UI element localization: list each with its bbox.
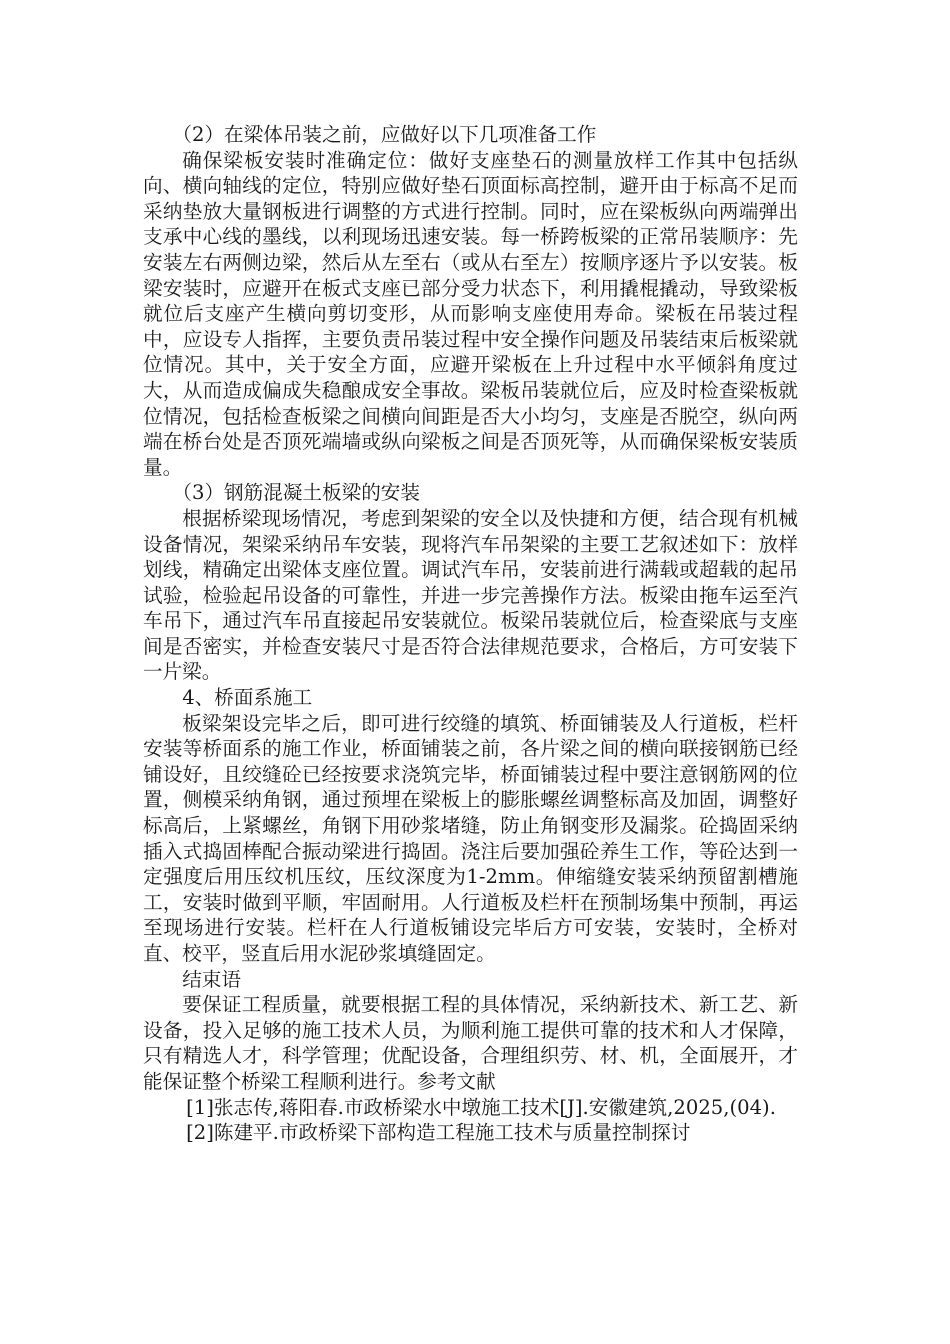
paragraph-crane-installation: 根据桥梁现场情况，考虑到架梁的安全以及快捷和方便，结合现有机械设备情况，架梁采纳吊车安装，现将汽车吊架梁的主要工艺叙述如下：放样划线，精确定出梁体支座位置。调试汽车吊，安装前进行满载或超载的起吊试验，检验起吊设备的可靠性，并进一步完善操作方法。板梁由拖车运至汽车吊下，通过汽车吊直接起吊安装就位。板梁吊装就位后，检查梁底与支座间是否密实，并检查安装尺寸是否符合法律规范要求，合格后，方可安装下一片梁。 (143, 506, 798, 684)
paragraph-conclusion: 要保证工程质量，就要根据工程的具体情况，采纳新技术、新工艺、新设备，投入足够的施工技术人员，为顺利施工提供可靠的技术和人才保障，只有精选人才，科学管理；优配设备，合理组织劳、材、机，全面展开，才能保证整个桥梁工程顺利进行。参考文献 (143, 993, 798, 1093)
section-heading-conclusion: 结束语 (182, 967, 241, 991)
reference-1: [1]张志传,蒋阳春.市政桥梁水中墩施工技术[J].安徽建筑,2025,(04). (186, 1095, 776, 1119)
paragraph-deck-construction: 板梁架设完毕之后，即可进行绞缝的填筑、桥面铺装及人行道板，栏杆安装等桥面系的施工作业，桥面铺装之前，各片梁之间的横向联接钢筋已经铺设好，且绞缝砼已经按要求浇筑完毕，桥面铺装过程中要注意钢筋网的位置，侧模采纳角钢，通过预埋在梁板上的膨胀螺丝调整标高及加固，调整好标高后，上紧螺丝，角钢下用砂浆堵缝，防止角钢变形及漏浆。砼捣固采纳插入式捣固棒配合振动梁进行捣固。浇注后要加强砼养生工作，等砼达到一定强度后用压纹机压纹，压纹深度为1-2mm。伸缩缝安装采纳预留割槽施工，安装时做到平顺，牢固耐用。人行道板及栏杆在预制场集中预制，再运至现场进行安装。栏杆在人行道板铺设完毕后方可安装，安装时，全桥对直、校平，竖直后用水泥砂浆填缝固定。 (143, 711, 798, 965)
reference-2: [2]陈建平.市政桥梁下部构造工程施工技术与质量控制探讨 (186, 1121, 691, 1145)
section-heading-deck: 4、桥面系施工 (182, 686, 313, 710)
paragraph-beam-positioning: 确保梁板安装时准确定位：做好支座垫石的测量放样工作其中包括纵向、横向轴线的定位，特别应做好垫石顶面标高控制，避开由于标高不足而采纳垫放大量钢板进行调整的方式进行控制。同时，应在梁板纵向两端弹出支承中心线的墨线，以利现场迅速安装。每一桥跨板梁的正常吊装顺序：先安装左右两侧边梁，然后从左至右（或从右至左）按顺序逐片予以安装。板梁安装时，应避开在板式支座已部分受力状态下，利用撬棍撬动，导致梁板就位后支座产生横向剪切变形，从而影响支座使用寿命。梁板在吊装过程中，应设专人指挥，主要负责吊装过程中安全操作问题及吊装结束后板梁就位情况。其中，关于安全方面，应避开梁板在上升过程中水平倾斜角度过大，从而造成偏成失稳酿成安全事故。梁板吊装就位后，应及时检查梁板就位情况，包括检查板梁之间横向间距是否大小均匀，支座是否脱空，纵向两端在桥台处是否顶死端墙或纵向梁板之间是否顶死等，从而确保梁板安装质量。 (143, 148, 798, 479)
section-heading-3: （3）钢筋混凝土板梁的安装 (172, 481, 420, 505)
document-page (143, 122, 798, 1146)
section-heading-2: （2）在梁体吊装之前，应做好以下几项准备工作 (172, 123, 597, 146)
